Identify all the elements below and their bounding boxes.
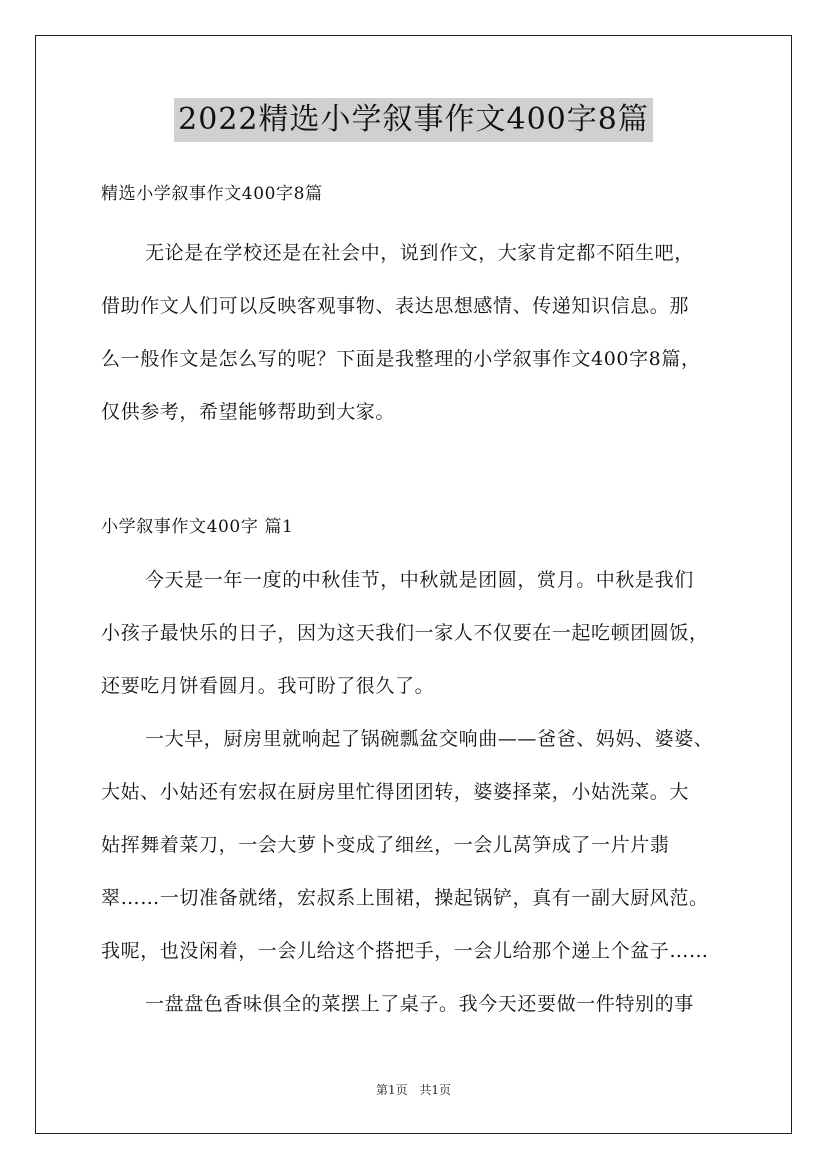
paragraph-line: 一盘盘色香味俱全的菜摆上了桌子。我今天还要做一件特别的事 — [145, 993, 694, 1015]
paragraph-line: 我呢，也没闲着，一会儿给这个搭把手，一会儿给那个递上个盆子…… — [101, 940, 709, 962]
intro-line: 借助作文人们可以反映客观事物、表达思想感情、传递知识信息。那 — [101, 295, 690, 317]
section-heading: 小学叙事作文400字 篇1 — [101, 517, 294, 537]
page-total: 共1页 — [419, 1083, 452, 1097]
intro-line: 仅供参考，希望能够帮助到大家。 — [101, 401, 396, 423]
title-container — [0, 98, 827, 142]
page-number: 第1页 — [375, 1083, 408, 1097]
intro-line: 么一般作文是怎么写的呢？下面是我整理的小学叙事作文400字8篇， — [101, 348, 701, 370]
document-title: 2022精选小学叙事作文400字8篇 — [174, 98, 653, 142]
intro-line: 无论是在学校还是在社会中，说到作文，大家肯定都不陌生吧， — [145, 242, 694, 264]
paragraph-line: 姑挥舞着菜刀，一会大萝卜变成了细丝，一会儿莴笋成了一片片翡 — [101, 834, 670, 856]
paragraph-line: 今天是一年一度的中秋佳节，中秋就是团圆，赏月。中秋是我们 — [145, 569, 694, 591]
paragraph-line: 大姑、小姑还有宏叔在厨房里忙得团团转，婆婆择菜，小姑洗菜。大 — [101, 781, 690, 803]
paragraph-line: 一大早，厨房里就响起了锅碗瓢盆交响曲——爸爸、妈妈、婆婆、 — [145, 728, 714, 750]
paragraph-line: 小孩子最快乐的日子，因为这天我们一家人不仅要在一起吃顿团圆饭， — [101, 622, 709, 644]
document-body — [101, 174, 743, 1024]
paragraph-line: 翠……一切准备就绪，宏叔系上围裙，操起锅铲，真有一副大厨风范。 — [101, 887, 709, 909]
page-footer — [0, 1082, 827, 1098]
paragraph-line: 还要吃月饼看圆月。我可盼了很久了。 — [101, 675, 435, 697]
document-subtitle: 精选小学叙事作文400字8篇 — [101, 184, 323, 204]
